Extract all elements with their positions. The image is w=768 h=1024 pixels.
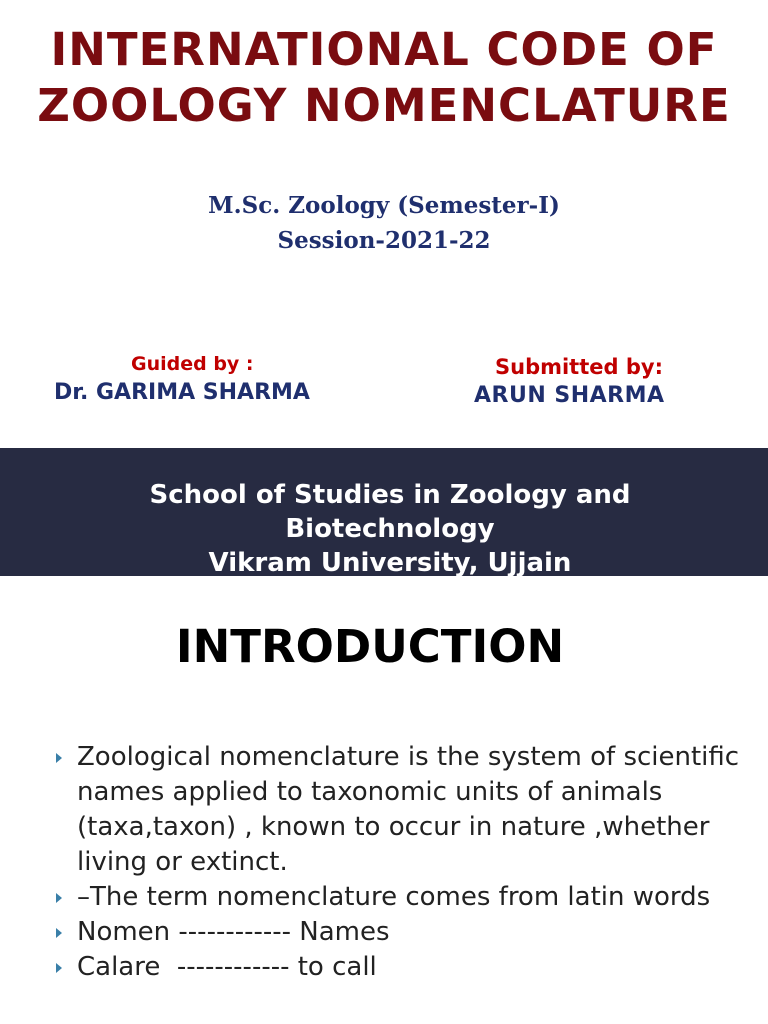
guided-by-label: Guided by : bbox=[131, 353, 254, 375]
triangle-bullet-icon bbox=[56, 963, 62, 973]
institution-band bbox=[0, 448, 768, 576]
bullet-item bbox=[56, 880, 756, 915]
institution-text bbox=[0, 478, 768, 576]
bullet-item bbox=[56, 915, 756, 950]
bullet-list bbox=[56, 740, 756, 985]
institution-line: School of Studies in Zoology and bbox=[149, 480, 631, 510]
bullet-item bbox=[56, 950, 756, 985]
title-line: ZOOLOGY NOMENCLATURE bbox=[37, 79, 731, 132]
bullet-item bbox=[56, 740, 756, 880]
triangle-bullet-icon bbox=[56, 928, 62, 938]
bullet-text: Zoological nomenclature is the system of scientific names applied to taxonomic units of animals (taxa,taxon) , known to occur in nature ,whether living or extinct. bbox=[77, 742, 748, 877]
slide-title bbox=[0, 22, 768, 134]
introduction-title: INTRODUCTION bbox=[175, 620, 565, 673]
bullet-text: –The term nomenclature comes from latin words bbox=[77, 882, 711, 912]
session-line: Session-2021-22 bbox=[277, 227, 491, 254]
triangle-bullet-icon bbox=[56, 753, 62, 763]
triangle-bullet-icon bbox=[56, 893, 62, 903]
bullet-text: Calare ------------ to call bbox=[77, 952, 377, 982]
title-line: INTERNATIONAL CODE OF bbox=[50, 23, 718, 76]
bullet-text: Nomen ------------ Names bbox=[77, 917, 390, 947]
guide-name: Dr. GARIMA SHARMA bbox=[54, 380, 310, 405]
institution-line: Vikram University, Ujjain bbox=[208, 548, 572, 576]
submitted-by-label: Submitted by: bbox=[495, 355, 663, 379]
course-subtitle bbox=[0, 188, 768, 258]
introduction-slide bbox=[0, 576, 768, 1024]
course-line: M.Sc. Zoology (Semester-I) bbox=[208, 192, 560, 219]
institution-line: Biotechnology bbox=[285, 514, 495, 544]
submitter-name: ARUN SHARMA bbox=[474, 383, 665, 408]
